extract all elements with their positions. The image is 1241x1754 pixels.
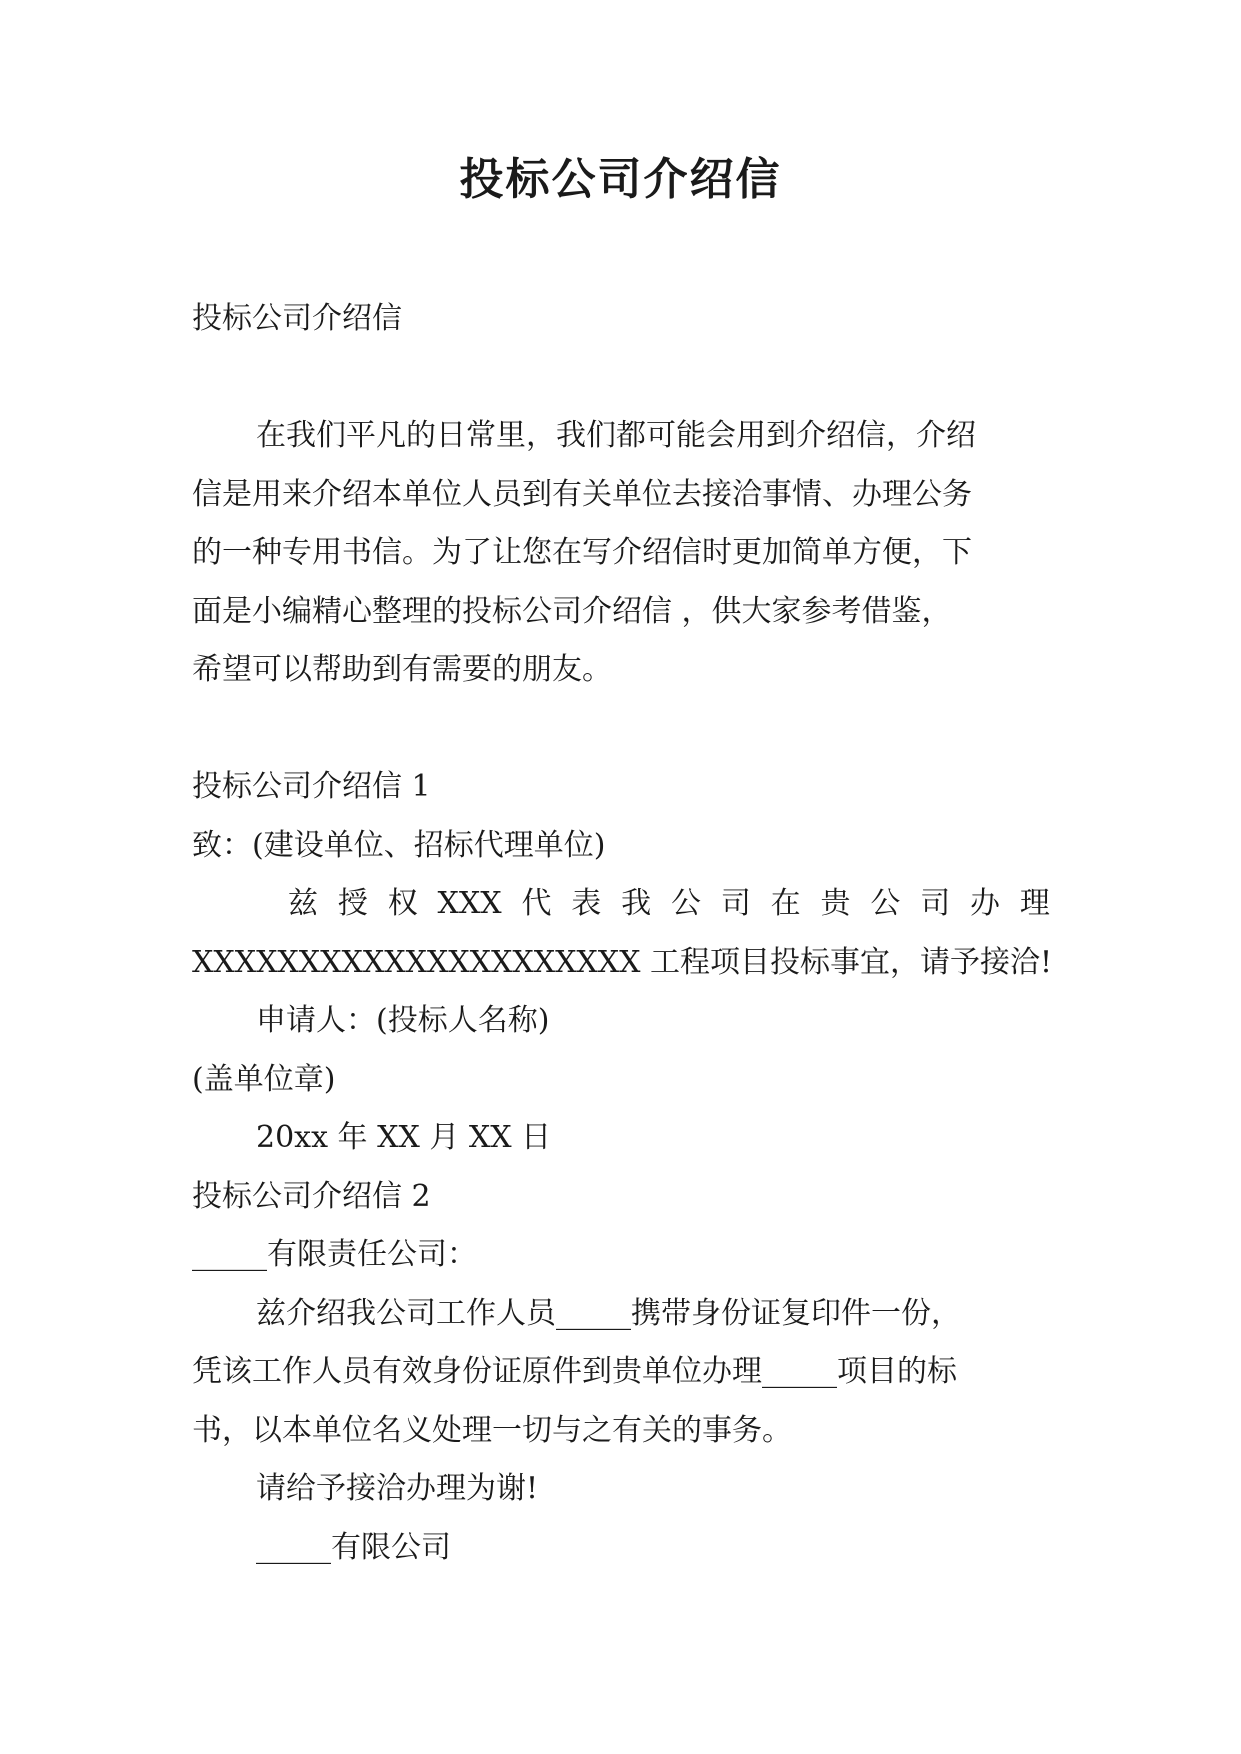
letter2-signature: _____有限公司 xyxy=(256,1529,451,1565)
intro-line-3: 的一种专用书信。为了让您在写介绍信时更加简单方便，下 xyxy=(192,535,972,570)
letter1-applicant: 申请人：(投标人名称) xyxy=(256,1003,550,1038)
auth-char: 代 xyxy=(521,886,552,921)
auth-char: 表 xyxy=(571,886,602,921)
letter1-project-line: XXXXXXXXXXXXXXXXXXXXX 工程项目投标事宜，请予接洽! xyxy=(192,944,1053,980)
auth-char: 在 xyxy=(770,886,801,921)
auth-char: 贵 xyxy=(820,886,851,921)
auth-char: 权 xyxy=(387,886,418,921)
letter1-seal: (盖单位章) xyxy=(192,1061,336,1097)
letter2-recipient: _____有限责任公司： xyxy=(192,1237,477,1272)
auth-char: 公 xyxy=(670,886,701,921)
intro-line-5: 希望可以帮助到有需要的朋友。 xyxy=(192,652,612,687)
intro-line-1: 在我们平凡的日常里，我们都可能会用到介绍信，介绍 xyxy=(256,418,976,453)
document-body xyxy=(192,290,1053,1577)
intro-line-2: 信是用来介绍本单位人员到有关单位去接洽事情、办理公务 xyxy=(192,476,972,512)
letter2-body-line-3: 书，以本单位名义处理一切与之有关的事务。 xyxy=(192,1412,792,1448)
auth-char: 授 xyxy=(337,886,368,921)
letter2-thanks: 请给予接洽办理为谢! xyxy=(256,1471,539,1506)
auth-char: 理 xyxy=(1019,886,1050,921)
auth-char: 公 xyxy=(870,886,901,921)
auth-char: 我 xyxy=(621,886,652,921)
auth-char: 兹 xyxy=(288,886,318,921)
auth-char: 司 xyxy=(720,886,751,921)
letter1-recipient: 致：(建设单位、招标代理单位) xyxy=(192,827,606,863)
letter2-body-line-1: 兹介绍我公司工作人员_____携带身份证复印件一份， xyxy=(256,1295,961,1331)
auth-char: 司 xyxy=(920,886,951,921)
section-heading: 投标公司介绍信 xyxy=(192,301,402,336)
letter1-date: 20xx 年 XX 月 XX 日 xyxy=(256,1120,552,1155)
letter1-heading: 投标公司介绍信 1 xyxy=(192,769,431,804)
document-title: 投标公司介绍信 xyxy=(459,154,782,205)
intro-line-4: 面是小编精心整理的投标公司介绍信 ，供大家参考借鉴， xyxy=(192,593,952,629)
auth-char: XXX xyxy=(437,886,502,921)
letter1-authorization-line xyxy=(192,875,1050,934)
letter2-heading: 投标公司介绍信 2 xyxy=(192,1178,431,1214)
letter2-body-line-2: 凭该工作人员有效身份证原件到贵单位办理_____项目的标 xyxy=(192,1354,957,1389)
auth-char: 办 xyxy=(970,886,1001,921)
